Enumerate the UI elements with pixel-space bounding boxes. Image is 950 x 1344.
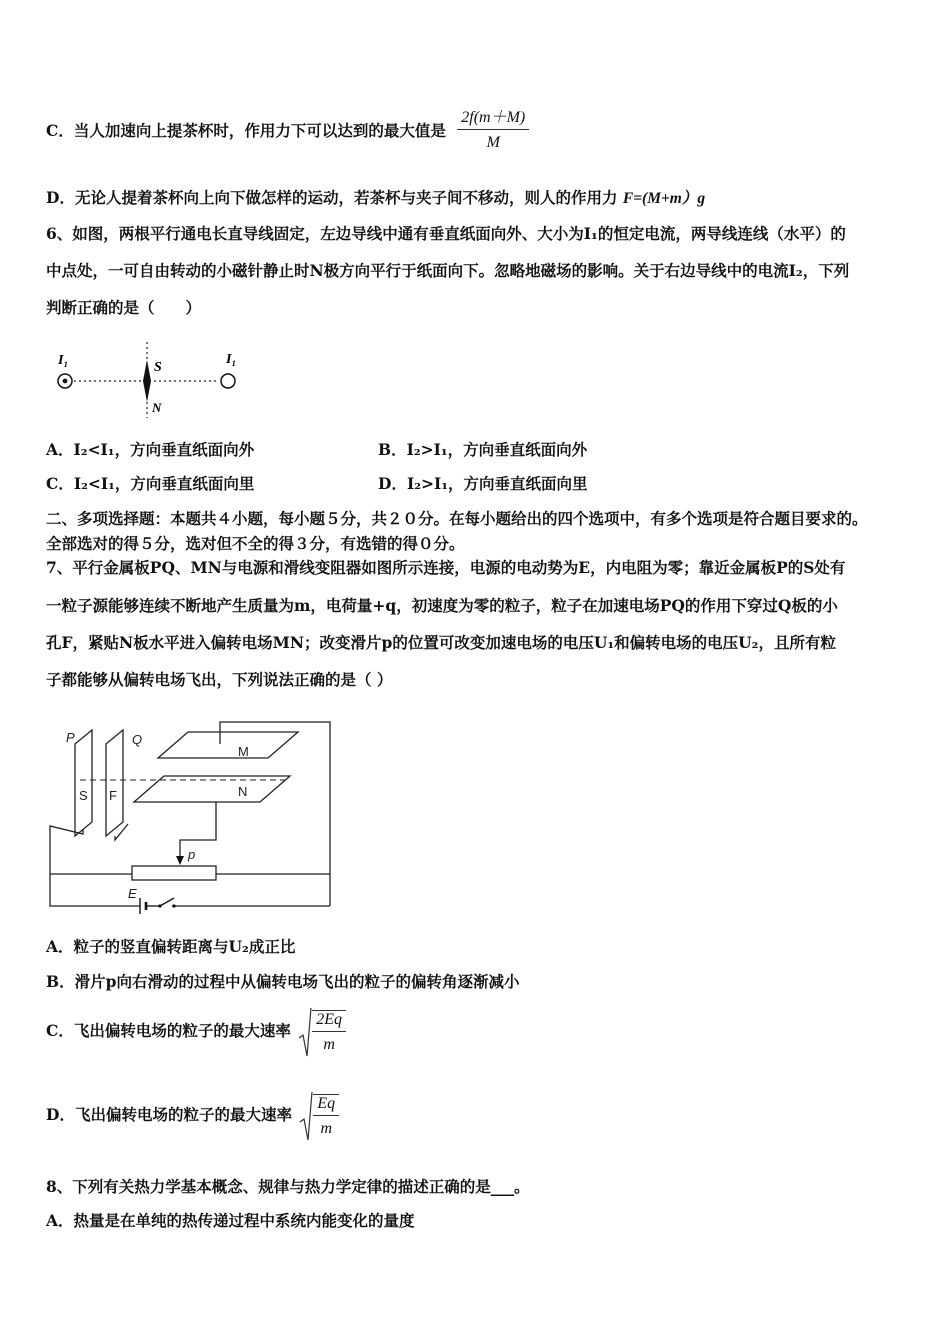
label-e: E [128,886,137,901]
section2-line-2: 全部选对的得５分，选对但不全的得３分，有选错的得０分。 [46,534,465,553]
q8-stem: 8、下列有关热力学基本概念、规律与热力学定律的描述正确的是___。 [46,1177,530,1196]
q7-stem-line-1: 7、平行金属板PQ、MN与电源和滑线变阻器如图所示连接，电源的电动势为E，内电阻为零；靠近金属板P的S处有 [46,558,846,577]
q5-option-d [46,186,705,208]
q7-stem-line-2: 一粒子源能够连续不断地产生质量为m，电荷量+q，初速度为零的粒子，粒子在加速电场PQ的作用下穿过Q板的小 [46,596,838,615]
q5-option-c-label: C．当人加速向上提茶杯时，作用力下可以达到的最大值是 [46,121,446,140]
q6-figure-s-label: S [154,360,162,375]
q7-option-d-label: D．飞出偏转电场的粒子的最大速率 [46,1105,292,1124]
label-f: F [109,788,117,803]
plate-q [106,730,123,836]
q6-figure-left-label: I₁ [58,353,69,368]
q7-option-c-label: C．飞出偏转电场的粒子的最大速率 [46,1021,291,1040]
q7-option-a: A．粒子的竖直偏转距离与U₂成正比 [46,937,296,956]
section2-line-1: 二、多项选择题：本题共４小题，每小题５分，共２０分。在每小题给出的四个选项中，有多个选项是符合题目要求的。 [46,509,868,528]
fraction-denominator: M [486,134,500,151]
q6-magnet-figure [48,338,248,422]
label-s: S [79,788,88,803]
q7-stem-line-3: 孔F，紧贴N板水平进入偏转电场MN；改变滑片p的位置可改变加速电场的电压U₁和偏转电场的电压U₂，且所有粒 [46,633,836,652]
q5-option-c [46,109,529,152]
q6-stem-line-1: 6、如图，两根平行通电长直导线固定，左边导线中通有垂直纸面向外、大小为I₁的恒定电流，两导线连线（水平）的 [46,224,846,243]
q7-option-d [46,1094,339,1138]
slider-arrow-icon [176,856,184,865]
q7-stem-line-4: 子都能够从偏转电场飞出，下列说法正确的是（ ） [46,670,393,689]
q6-option-c: C．I₂<I₁，方向垂直纸面向里 [46,474,255,493]
q7-option-c-sqrt [302,1010,346,1054]
q7-option-b: B．滑片p向右滑动的过程中从偏转电场飞出的粒子的偏转角逐渐减小 [46,972,520,991]
switch-icon [160,898,174,906]
q6-stem-line-3: 判断正确的是（ ） [46,298,202,317]
fraction-numerator: 2f(m＋M) [457,104,529,130]
fraction-denominator: m [323,1036,335,1053]
fraction-numerator: 2Eq [312,1010,346,1032]
q6-stem-line-2: 中点处，一可自由转动的小磁针静止时N极方向平行于纸面向下。忽略地磁场的影响。关于右边导线中的电流I₂，下列 [46,261,850,280]
label-q: Q [132,732,143,747]
label-slider-p: p [188,847,196,862]
label-m: M [238,744,249,759]
label-p: P [66,730,75,745]
q5-option-d-text: D．无论人提着茶杯向上向下做怎样的运动，若茶杯与夹子间不移动，则人的作用力 [46,188,618,207]
fraction-numerator: Eq [313,1094,339,1116]
right-wire-icon [221,374,235,388]
rheostat [132,866,216,880]
plate-m [158,732,298,758]
q6-figure-n-label: N [152,400,162,415]
q7-circuit-figure [40,716,340,916]
q7-option-c [46,1010,346,1054]
q6-figure-right-label: I₁ [226,352,237,367]
q6-option-d: D．I₂>I₁，方向垂直纸面向里 [378,474,588,493]
q5-option-d-formula: F=(M+m）g [622,190,706,207]
compass-needle-icon [143,360,151,402]
label-n: N [238,784,248,799]
q6-option-b: B．I₂>I₁，方向垂直纸面向外 [378,440,588,459]
q8-option-a: A．热量是在单纯的热传递过程中系统内能变化的量度 [46,1211,415,1230]
fraction-denominator: m [320,1120,333,1137]
q7-option-d-sqrt [303,1094,339,1138]
q6-option-a: A．I₂<I₁，方向垂直纸面向外 [46,440,255,459]
plate-p [75,730,92,836]
q5-option-c-fraction [457,104,529,152]
